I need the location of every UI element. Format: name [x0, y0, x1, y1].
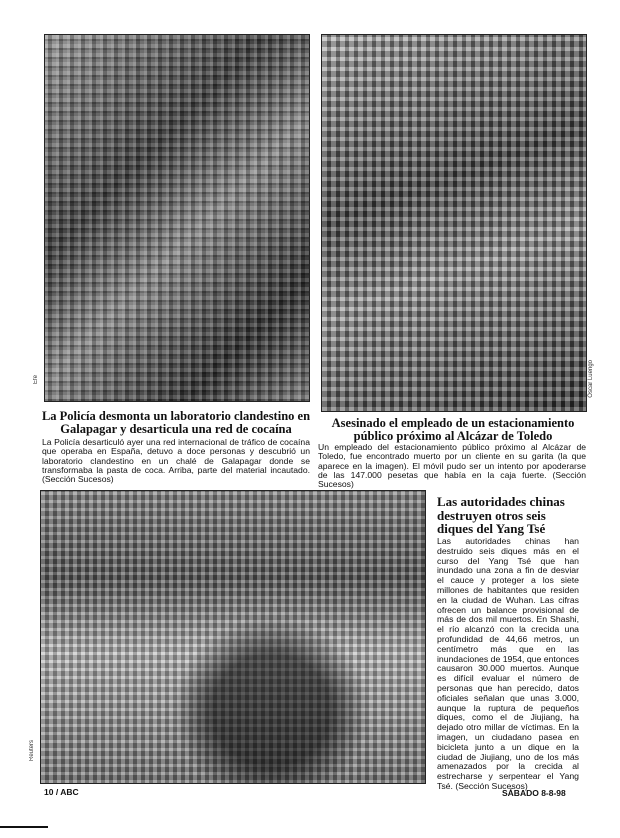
lab-photo [44, 34, 310, 402]
page-label: 10 / ABC [44, 787, 79, 797]
flood-photo-credit: Reuters [29, 740, 35, 762]
lab-photo-credit: Efe [33, 375, 39, 385]
parking-photo [321, 34, 587, 412]
lab-caption: La Policía desarticuló ayer una red internacional de tráfico de cocaína que operaba en España, detuvo a doce personas y descubrió un laboratorio clandestino en un chalé de Galapagar donde se transformaba la pasta de coca. Arriba, parte del material incautado. (Sección Sucesos) [42, 437, 310, 485]
parking-headline: Asesinado el empleado de un estacionamiento público próximo al Alcázar de Toledo [331, 416, 575, 443]
yangtse-headline: Las autoridades chinas destruyen otros seis diques del Yang Tsé [437, 494, 565, 536]
bottom-rule [0, 826, 48, 828]
date-label: SÁBADO 8-8-98 [502, 788, 566, 798]
parking-caption: Un empleado del estacionamiento público próximo al Alcázar de Toledo, fue encontrado muerto por un cliente en su garita (la que aparece en la imagen). El móvil pudo ser un intento por apoderarse de las 147.000 pesetas que había en la caja fuerte. (Sección Sucesos) [318, 442, 586, 490]
yangtse-body: Las autoridades chinas han destruido seis diques más en el curso del Yang Tsé que han inundado una zona a fin de desviar el cauce y proteger a los siete millones de habitantes que residen en la ciudad de Wuhan. Las cifras ofrecen un balance provisional de más de dos mil muertos. En Shashi, el río alcanzó con la crecida una profundidad de 44,66 metros, un centímetro más que en las inundaciones de 1954, que entonces causaron 30.000 muertos. Aunque es difícil evaluar el número de personas que han perecido, datos oficiales señalan que unas 3.000, aunque la ruptura de pequeños diques, como el de Jiujiang, ha dejado otro millar de víctimas. En la imagen, un ciudadano pasea en bicicleta junto a un dique en la ciudad de Jiujiang, uno de los más amenazados por la crecida al estrecharse y serpentear el Yang Tsé. (Sección Sucesos) [437, 536, 580, 791]
lab-headline: La Policía desmonta un laboratorio clandestino en Galapagar y desarticula una red de cocaína [41, 409, 311, 436]
flood-photo [40, 490, 426, 784]
parking-photo-credit: Óscar Luengo [588, 360, 594, 398]
